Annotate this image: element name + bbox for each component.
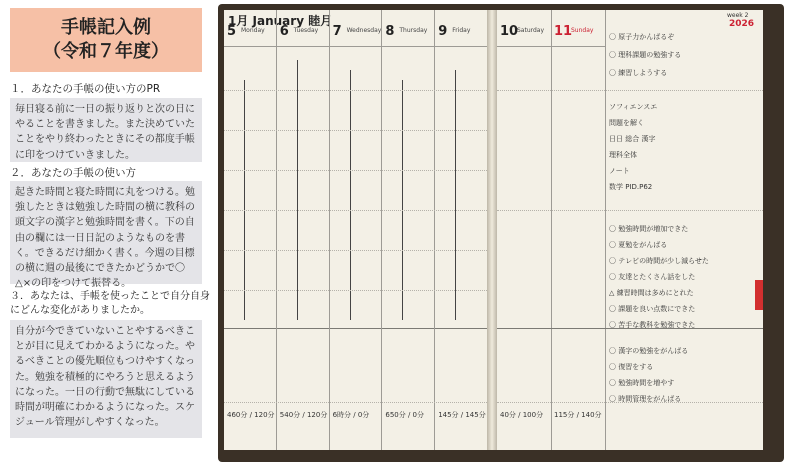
time-arrow [297, 60, 298, 320]
day-column [330, 10, 383, 450]
check-item: △ 練習時間は多めにとれた [609, 289, 694, 297]
left-day-columns [224, 10, 487, 450]
day-number: 5 [227, 24, 237, 39]
reflection-item: 〇 勉強時間を増やす [609, 379, 675, 387]
check-item: 〇 苦手な教科を勉強できた [609, 321, 696, 329]
total-value: 115分 / 140分 [554, 411, 602, 419]
title-line1: 手帳記入例 [61, 17, 151, 38]
note-item: ソフィエンスエ [609, 103, 658, 111]
title-line2: （令和７年度） [43, 41, 169, 62]
note-item: 数学 PID.P62 [609, 183, 653, 191]
day-number: 11 [554, 24, 573, 39]
year-label: 2026 [729, 19, 755, 29]
day-number: 9 [438, 24, 448, 39]
day-number: 7 [332, 24, 342, 39]
total-value: 540分 / 120分 [279, 411, 328, 419]
planner-right-page [497, 10, 763, 450]
section3-heading: ３．あなたは、手帳を使ったことで自分自身にどんな変化がありましたか。 [10, 291, 210, 316]
bookmark-tab [755, 280, 763, 310]
notebook-spine [487, 10, 497, 450]
section1-heading: １．あなたの手帳の使い方のPR [10, 83, 161, 95]
reflection-item: 〇 漢字の勉強をがんばる [609, 347, 689, 355]
diary-box [330, 328, 382, 450]
section3-body: 自分が今できていないことやするべきことが目に見えてわかるようになった。やるべきことの優先順位もつけやすくなった。勉強を積極的にやろうと思えるようになった。一日の行動で無駄にしている時間が明確にわかるようになった。スケジュール管理がしやすくなった。 [10, 320, 202, 438]
week-label: week 2 [727, 12, 749, 19]
section2-body: 起きた時間と寝た時間に丸をつける。勉強したときは勉強した時間の横に教科の頭文字の漢字と勉強時間を書く。下の自由の欄には一日日記のようなものを書く。できるだけ細かく書く。今週の目標の横に週の最後にできたかどうかで〇△×の印をつけて振替る。 [10, 181, 202, 284]
planner-left-page [224, 10, 487, 450]
day-name: Thursday [399, 27, 428, 34]
check-item: 〇 課題を良い点数にできた [609, 305, 696, 313]
diary-box [435, 328, 487, 450]
total-value: 460分 / 120分 [227, 411, 275, 419]
time-arrow [244, 80, 245, 320]
note-item: 問題を解く [609, 119, 644, 127]
day-number: 10 [500, 24, 519, 39]
time-arrow [350, 70, 351, 320]
goal-item: 〇 理科課題の勉強する [609, 51, 682, 59]
note-item: ノート [609, 167, 630, 175]
goal-item: 〇 練習しようする [609, 69, 668, 77]
day-number: 8 [385, 24, 395, 39]
day-name: Wednesday [346, 27, 382, 34]
note-item: 理科全体 [609, 151, 637, 159]
title-box [10, 8, 202, 72]
section1-body: 毎日寝る前に一日の振り返りと次の日にやることを書きました。また決めていたことをやり終わったときにその都度手帳に印をつけていきました。 [10, 98, 202, 162]
total-value: 40分 / 100分 [500, 411, 544, 419]
day-name: Saturday [517, 27, 545, 34]
month-label: 1月 January 睦月 [228, 14, 333, 28]
day-name: Friday [452, 27, 471, 34]
day-column [224, 10, 277, 450]
day-column [435, 10, 487, 450]
total-value: 145分 / 145分 [438, 411, 486, 419]
check-item: 〇 テレビの時間が少し減らせた [609, 257, 709, 265]
note-item: 日日 総合 漢字 [609, 135, 656, 143]
goal-item: 〇 原子力かんばるぞ [609, 33, 675, 41]
total-value: 6時分 / 0分 [332, 411, 370, 419]
day-name: Sunday [571, 27, 594, 34]
check-item: 〇 勉強時間が増加できた [609, 225, 689, 233]
check-item: 〇 友達とたくさん話をした [609, 273, 696, 281]
day-name: Monday [241, 27, 265, 34]
time-arrow [455, 70, 456, 320]
diary-box [277, 328, 329, 450]
diary-box [224, 328, 276, 450]
reflection-item: 〇 時間管理をがんばる [609, 395, 682, 403]
day-column [382, 10, 435, 450]
day-name: Tuesday [293, 27, 319, 34]
time-arrow [402, 80, 403, 320]
section2-heading: ２．あなたの手帳の使い方 [10, 167, 136, 179]
diary-box [382, 328, 434, 450]
reflection-item: 〇 復習をする [609, 363, 654, 371]
total-value: 650分 / 0分 [385, 411, 425, 419]
day-column [277, 10, 330, 450]
check-item: 〇 夏勉をがんばる [609, 241, 668, 249]
day-number: 6 [279, 24, 289, 39]
